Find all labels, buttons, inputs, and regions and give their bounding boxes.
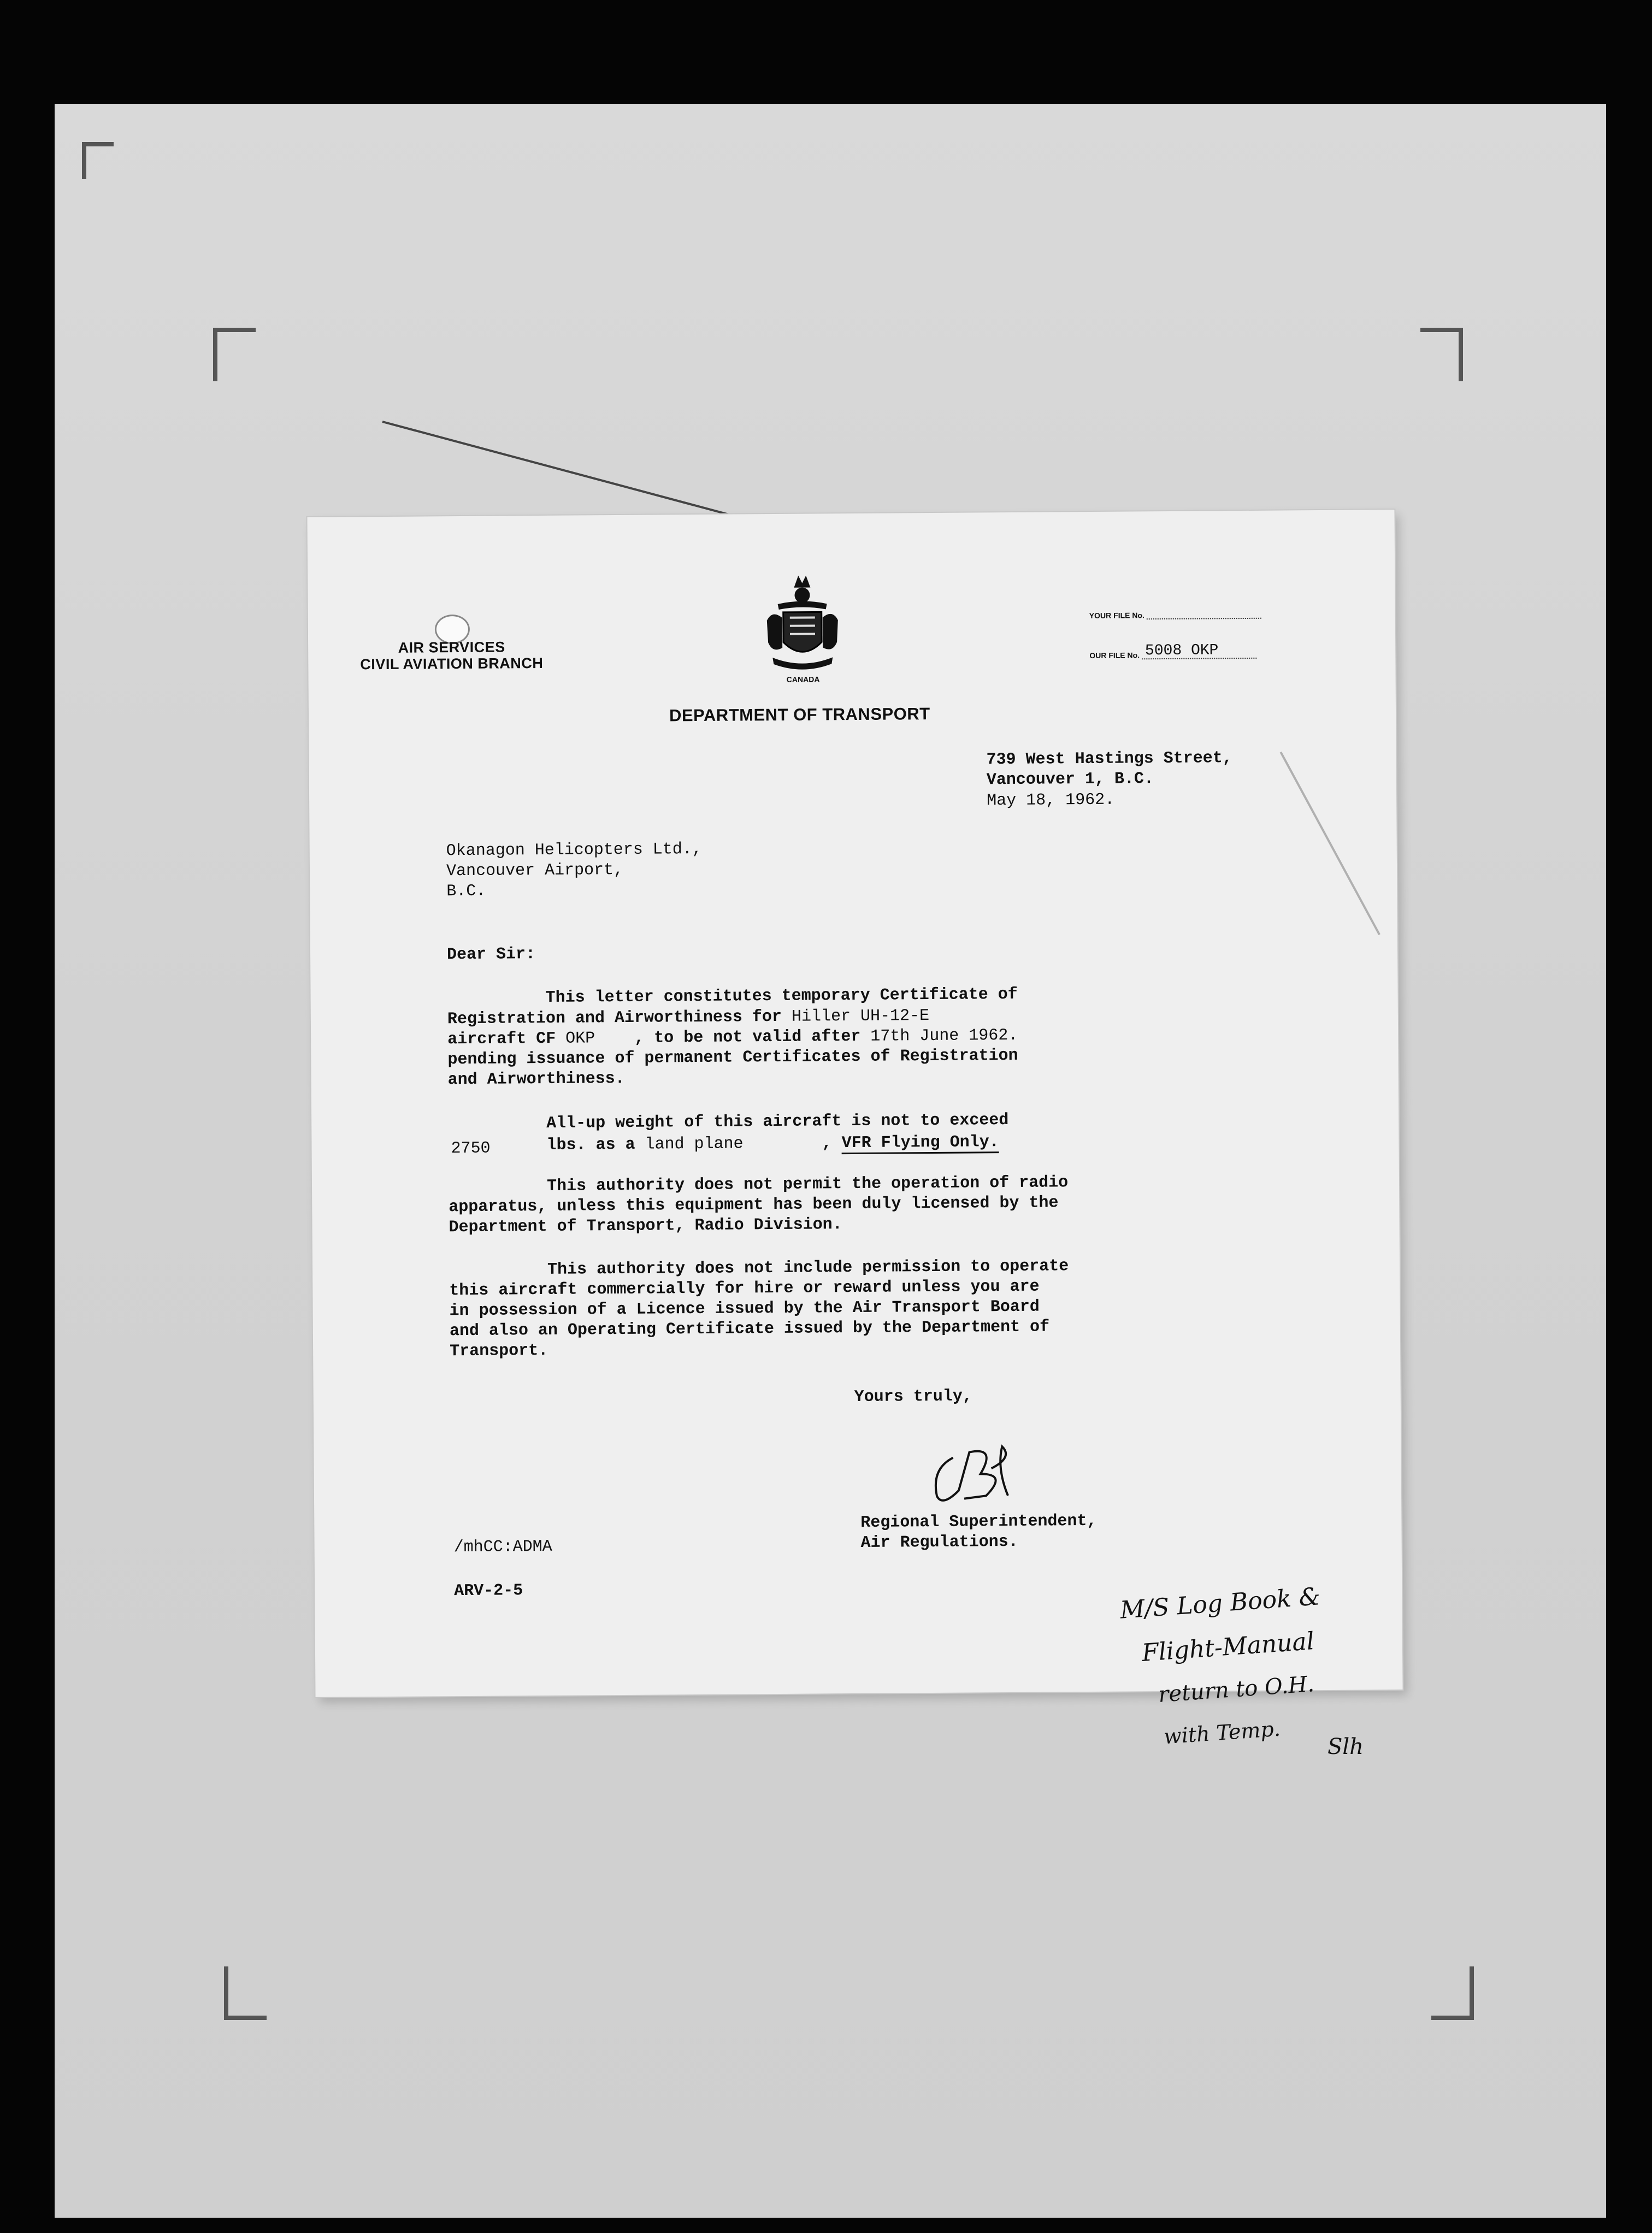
form-code: ARV-2-5 [454, 1581, 523, 1601]
signature-mark [920, 1436, 1030, 1513]
recipient-line-1: Okanagon Helicopters Ltd., [446, 840, 702, 861]
salutation: Dear Sir: [446, 945, 536, 965]
handwritten-initials: Slh [1328, 1734, 1364, 1759]
paragraph-1-line-1: This letter constitutes temporary Certificate of [545, 985, 1018, 1007]
comma: , [822, 1134, 832, 1153]
recipient-line-3: B.C. [446, 882, 486, 901]
letter-date: May 18, 1962. [987, 790, 1115, 811]
typist-reference: /mhCC:ADMA [453, 1537, 552, 1557]
validity-text: , to be not valid after [634, 1027, 861, 1048]
aircraft-configuration: land plane [645, 1135, 744, 1154]
your-file-field [1089, 610, 1261, 620]
signatory-title: Regional Superintendent, [860, 1511, 1097, 1532]
crop-mark-top-right [1420, 328, 1463, 381]
max-weight: 2750 [451, 1139, 491, 1159]
handwritten-note-line-1: M/S Log Book & [1119, 1582, 1321, 1624]
aircraft-registration: OKP [565, 1029, 595, 1048]
paragraph-1-line-2 [447, 1006, 929, 1030]
our-file-field [1089, 642, 1256, 660]
department-title: DEPARTMENT OF TRANSPORT [669, 704, 930, 725]
expiry-date: 17th June 1962. [870, 1026, 1018, 1046]
paragraph-4-line-3: in possession of a Licence issued by the Air Transport Board [449, 1297, 1040, 1321]
handwritten-note-line-2: Flight-Manual [1141, 1627, 1315, 1667]
our-file-label: OUR FILE No. [1089, 651, 1140, 660]
paragraph-1-line-5: and Airworthiness. [447, 1069, 625, 1090]
weight-unit-text: lbs. as a [546, 1135, 635, 1155]
branch-line-2: CIVIL AVIATION BRANCH [360, 654, 544, 673]
paper-crease [1280, 752, 1380, 935]
your-file-label: YOUR FILE No. [1089, 611, 1144, 620]
crop-mark-bottom-right [1431, 1966, 1474, 2020]
handwritten-note-line-4: with Temp. [1163, 1716, 1282, 1749]
paragraph-1-line-4: pending issuance of permanent Certificates of Registration [447, 1046, 1018, 1070]
paragraph-3-line-1: This authority does not permit the operation of radio [546, 1173, 1069, 1196]
coat-of-arms-icon [761, 571, 843, 675]
paragraph-3-line-3: Department of Transport, Radio Division. [449, 1215, 842, 1237]
frame-corner-mark [82, 142, 114, 179]
registration-text: Registration and Airworthiness for [447, 1007, 782, 1029]
branch-line-1: AIR SERVICES [398, 639, 505, 656]
crop-mark-bottom-left [224, 1966, 267, 2020]
crest-label: CANADA [786, 675, 820, 684]
aircraft-prefix: aircraft CF [447, 1029, 556, 1049]
aircraft-model: Hiller UH-12-E [791, 1007, 930, 1026]
paragraph-3-line-2: apparatus, unless this equipment has been duly licensed by the [449, 1194, 1059, 1217]
paragraph-4-line-4: and also an Operating Certificate issued by the Department of [449, 1318, 1050, 1341]
sender-address-line-1: 739 West Hastings Street, [986, 749, 1232, 770]
branch-heading [360, 639, 543, 672]
our-file-value: 5008 OKP [1144, 642, 1219, 660]
recipient-line-2: Vancouver Airport, [446, 860, 624, 881]
paragraph-2-line-2 [546, 1132, 999, 1156]
handwritten-note-line-3: return to O.H. [1157, 1671, 1315, 1708]
crop-mark-top-left [213, 328, 256, 381]
letter-page [307, 510, 1402, 1697]
paragraph-2-line-1: All-up weight of this aircraft is not to exceed [546, 1111, 1009, 1133]
closing: Yours truly, [854, 1387, 972, 1407]
paragraph-4-line-5: Transport. [450, 1341, 548, 1361]
signatory-office: Air Regulations. [860, 1532, 1018, 1552]
sender-address-line-2: Vancouver 1, B.C. [986, 770, 1154, 790]
flight-restriction: VFR Flying Only. [842, 1133, 999, 1154]
paragraph-4-line-2: this aircraft commercially for hire or reward unless you are [449, 1277, 1040, 1301]
paragraph-4-line-1: This authority does not include permission to operate [547, 1257, 1069, 1279]
